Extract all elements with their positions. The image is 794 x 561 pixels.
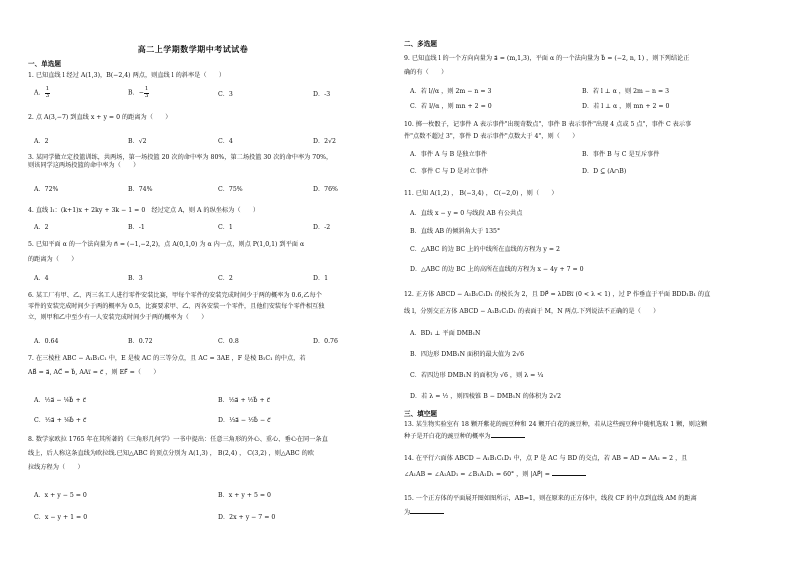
question-stem-line1: 6. 某工厂有甲、乙、丙三名工人进行零件安装比赛，甲每个零件的安装完成时间少于两的概率为 0.6,乙每个 [28,292,322,299]
question-9 [404,55,770,110]
question-7 [28,355,388,424]
option-d: D．-2 [313,224,331,231]
question-stem-line2: 线 l，分别交正方体 ABCD − A₁B₁C₁D₁ 的表面于 M，N 两点.下列说法不正确的是（ ） [404,307,660,315]
option-d: D．若 λ = ½ ，则四棱锥 B − DMB₁N 的体积为 2√2 [410,393,562,400]
question-stem-line2: 线上，后人称这条直线为欧拉线.已知△ABC 的顶点分别为 A(1,3) ， B(2,4) ， C(3,2) ，则△ABC 的欧 [28,449,314,457]
section-multi-choice: 二、多选题 [404,40,437,48]
question-stem-line1: 13. 某生物实验室有 18 颗开紫花的豌豆种和 24 颗开白花的豌豆种，若从这些豌豆种中随机选取 1 颗，则这颗 [404,421,708,428]
question-stem-line2: 的距离为（ ） [28,255,78,263]
question-stem-line1: 5. 已知平面 α 的一个法向量为 n⃗ = (−1,−2,2)，点 A(0,1,0) 为 α 内一点，则点 P(1,0,1) 到平面 α [28,241,305,248]
question-stem-line3: 拉线方程为（ ） [28,463,84,471]
question-13 [404,421,770,441]
option-d: D．0.76 [313,338,338,345]
option-b: B．√2 [128,138,147,145]
question-stem-line1: 8. 数学家欧拉 1765 年在其所著的《三角形几何学》一书中提出：任意三角形的外心、重心、垂心在同一条直 [28,436,328,443]
page-title: 高二上学期数学期中考试试卷 [137,44,249,54]
option-d: D．△ABC 的边 BC 上的高所在直线的方程为 x − 4y + 7 = 0 [410,266,584,273]
option-b: B．若 l ⊥ α ，则 2m − n = 3 [582,88,670,95]
question-6 [28,292,388,345]
question-stem-line1: 7. 在三棱柱 ABC − A₁B₁C₁ 中，E 是棱 AC 的三等分点，且 AC = 3AE ，F 是棱 B₁C₁ 的中点，若 [28,355,306,362]
option-b: B．− $\frac{1}{3}$ [128,86,149,99]
option-b: B．四边形 DMB₁N 面积的最大值为 2√6 [410,351,525,358]
option-b: B．74% [128,186,153,193]
question-stem-line2: 种子是开白花的豌豆种的概率为 [404,433,770,441]
option-a: A．事件 A 与 B 是独立事件 [410,151,488,158]
question-10 [404,121,770,175]
option-c: C．½a⃗ + ⅙b⃗ + c⃗ [34,417,87,424]
option-c: C．2 [218,275,233,282]
question-stem-line2: 零件的安装完成时间少于两的概率为 0.5，比赛要求甲、乙、丙各安装一个零件，且他们安装每个零件相互独 [28,302,325,310]
question-stem-line1: 9. 已知直线 l 的一个方向向量为 a⃗ = (m,1,3)，平面 α 的一个法向量为 b⃗ = (−2, n, 1) ，则下列结论正 [404,55,690,62]
question-stem-line1: 3. 某同学做立定投篮训练，共两场，第一场投篮 20 次的命中率为 80%，第二场投篮 30 次的命中率为 70%， [28,154,333,161]
option-c: C．75% [218,186,243,193]
section-single-choice: 一、单选题 [28,60,61,68]
question-stem-line2: ∠A₁AB = ∠A₁AD₁ = ∠B₁A₁D₁ = 60° ，则 |AP⃗| = [404,471,770,479]
question-stem: 11. 已知 A(1,2) ， B(−3,4) ， C(−2,0) ，则（ ） [404,190,558,197]
option-d: D．若 l ⊥ α ，则 mn + 2 = 0 [582,103,670,110]
option-c: C．4 [218,138,233,145]
option-c: C．△ABC 的边 BC 上的中线所在直线的方程为 y = 2 [410,246,560,253]
question-stem-line1: 15. 一个正方体的平面展开图如图所示，AB=1，则在原来的正方体中，线段 CF 的中点到直线 AM 的距离 [404,495,697,502]
answer-blank[interactable] [491,437,525,438]
question-11 [404,190,770,273]
option-b: B．事件 B 与 C 是互斥事件 [582,151,660,158]
question-stem-line1: 12. 正方体 ABCD − A₁B₁C₁D₁ 的棱长为 2，且 DP⃗ = λDB₁⃗ (0 < λ < 1) ，过 P 作垂直于平面 BDD₁B₁ 的直 [404,291,711,298]
question-stem: 2. 点 A(3,−7) 到直线 x + y = 0 的距离为（ ） [28,114,172,121]
question-stem-line2: 确的有（ ） [404,68,448,76]
option-a: A．直线 x − y = 0 与线段 AB 有公共点 [410,210,523,217]
option-a: A．2 [34,138,49,145]
question-1 [28,72,388,99]
option-a: A．½a⃗ − ⅙b⃗ + c⃗ [34,397,87,404]
option-d: D．-3 [313,91,331,98]
option-d: D．2x + y − 7 = 0 [218,514,276,521]
question-12 [404,291,770,400]
question-stem-line2: 则该同学这两场投篮的命中率为（ ） [28,161,140,169]
option-b: B．直线 AB 的倾斜角大于 135° [410,228,501,235]
answer-blank[interactable] [552,475,586,476]
option-a: A．BD₁ ⊥ 平面 DMB₁N [410,330,481,337]
option-c: C．x − y + 1 = 0 [34,514,88,521]
option-d: D．76% [313,186,338,193]
question-5 [28,241,388,282]
question-stem-line2: 为 [404,509,770,517]
option-c: C．0.8 [218,338,239,345]
option-a: A．2 [34,224,49,231]
option-b: B．⅓a⃗ + ½b⃗ + c⃗ [218,397,271,404]
section-fill-blank: 三、填空题 [404,410,437,418]
option-c: C．1 [218,224,233,231]
question-4 [28,207,388,231]
option-c: C．若四边形 DMB₁N 的面积为 √6 ，则 λ = ¼ [410,372,544,379]
option-c: C．若 l//α ，则 mn + 2 = 0 [410,103,492,110]
question-stem: 1. 已知直线 l 经过 A(1,3)，B(−2,4) 两点，则直线 l 的斜率是（ ） [28,72,226,79]
question-2 [28,114,388,145]
option-b: B．-1 [128,224,145,231]
answer-blank[interactable] [410,513,444,514]
question-15 [404,495,770,517]
question-8 [28,436,388,521]
option-b: B．x + y + 5 = 0 [218,492,271,499]
question-stem-line2: AB⃗ = a⃗, AC⃗ = b⃗, AA₁⃗ = c⃗ ，则 EF⃗ =（ ） [28,368,160,376]
option-d: D．⅓a⃗ − ½b⃗ − c⃗ [218,417,271,424]
option-a: A．4 [34,275,49,282]
question-stem-line1: 14. 在平行六面体 ABCD − A₁B₁C₁D₁ 中，点 P 是 AC 与 BD 的交点，若 AB = AD = AA₁ = 2 ，且 [404,455,688,462]
question-3 [28,154,388,193]
option-a: A．72% [34,186,59,193]
question-stem-line3: 立，则甲和乙中至少有一人安装完成时间少于两的概率为（ ） [28,313,208,321]
option-d: D．D ⊆ (A∩B) [582,168,627,175]
option-b: B．0.72 [128,338,153,345]
option-d: D．1 [313,275,329,282]
option-a: A． $\frac{1}{3}$ [34,86,50,99]
option-c: C．事件 C 与 D 是对立事件 [410,168,488,175]
option-b: B．3 [128,275,143,282]
option-a: A．x + y − 5 = 0 [34,492,87,499]
option-a: A．0.64 [34,338,59,345]
question-14 [404,455,770,479]
option-a: A．若 l//α ，则 2m − n = 3 [410,88,492,95]
question-stem-line1: 10. 掷一枚骰子，记事件 A 表示事件"出现奇数点"，事件 B 表示事件"出现 4 点或 5 点"，事件 C 表示事 [404,121,692,128]
question-stem: 4. 直线 l₁：(k+1)x + 2ky + 3k − 1 = 0 经过定点 A，则 A 的纵坐标为（ ） [28,207,260,214]
option-c: C．3 [218,91,233,98]
question-stem-line2: 件"点数不超过 3"，事件 D 表示事件"点数大于 4"，则（ ） [404,132,579,140]
option-d: D．2√2 [313,138,336,145]
